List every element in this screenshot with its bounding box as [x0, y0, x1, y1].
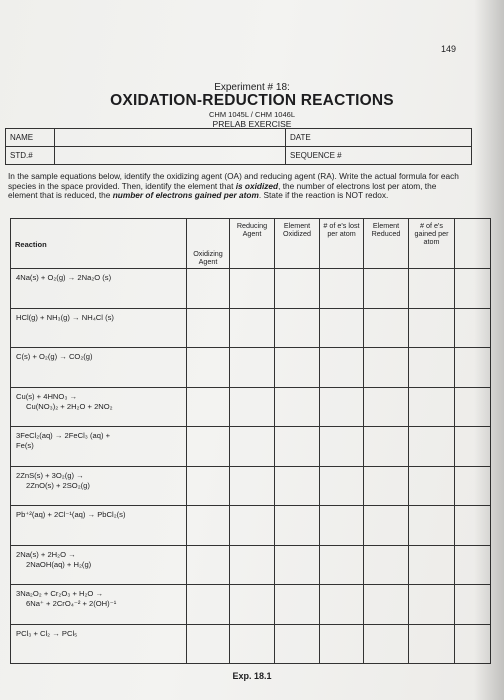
- answer-cell[interactable]: [409, 427, 455, 467]
- answer-cell[interactable]: [409, 545, 455, 585]
- answer-cell[interactable]: [230, 506, 275, 546]
- col-header-electrons-gained: # of e's gained per atom: [409, 219, 455, 269]
- name-field[interactable]: [55, 129, 286, 147]
- instructions: In the sample equations below, identify the oxidizing agent (OA) and reducing agent (RA). Write the actual formula for each species in the space provided. Then, identify the element that is oxidized, the number of electrons lost per atom, the element that is reduced, the number of electrons gained per atom. State if the reaction is NOT redox.: [8, 171, 459, 201]
- reaction-equation: 4Na(s) + O₂(g) → 2Na₂O (s): [11, 269, 187, 309]
- answer-cell[interactable]: [187, 624, 230, 664]
- answer-cell[interactable]: [275, 466, 320, 506]
- col-header-electrons-lost: # of e's lost per atom: [320, 219, 364, 269]
- answer-cell[interactable]: [187, 545, 230, 585]
- answer-cell[interactable]: [320, 387, 364, 427]
- answer-cell[interactable]: [409, 585, 455, 625]
- answer-cell[interactable]: [409, 506, 455, 546]
- answer-cell[interactable]: [187, 269, 230, 309]
- experiment-label: Experiment # 18:: [214, 82, 290, 93]
- answer-cell[interactable]: [364, 624, 409, 664]
- answer-cell[interactable]: [409, 269, 455, 309]
- reaction-table: [10, 218, 491, 664]
- reaction-equation: Cu(s) + 4HNO₃ → Cu(NO₃)₂ + 2H₂O + 2NO₂: [11, 387, 187, 427]
- answer-cell[interactable]: [275, 427, 320, 467]
- table-row: [11, 348, 491, 388]
- answer-cell[interactable]: [320, 585, 364, 625]
- answer-cell[interactable]: [320, 466, 364, 506]
- answer-cell[interactable]: [364, 348, 409, 388]
- student-number-label: STD.#: [6, 147, 55, 165]
- answer-cell[interactable]: [187, 506, 230, 546]
- table-row: [11, 269, 491, 309]
- table-row: [11, 466, 491, 506]
- answer-cell[interactable]: [364, 387, 409, 427]
- answer-cell[interactable]: [275, 624, 320, 664]
- student-number-field[interactable]: [55, 147, 286, 165]
- col-header-oxidizing-agent: Oxidizing Agent: [187, 219, 230, 269]
- table-row: [11, 545, 491, 585]
- page-edge-shadow: [474, 0, 504, 700]
- answer-cell[interactable]: [320, 427, 364, 467]
- answer-cell[interactable]: [230, 387, 275, 427]
- answer-cell[interactable]: [275, 348, 320, 388]
- answer-cell[interactable]: [320, 308, 364, 348]
- answer-cell[interactable]: [230, 545, 275, 585]
- answer-cell[interactable]: [230, 624, 275, 664]
- date-label: DATE: [290, 133, 311, 142]
- reaction-equation: HCl(g) + NH₃(g) → NH₄Cl (s): [11, 308, 187, 348]
- answer-cell[interactable]: [275, 387, 320, 427]
- table-row: [11, 427, 491, 467]
- answer-cell[interactable]: [187, 427, 230, 467]
- answer-cell[interactable]: [187, 308, 230, 348]
- answer-cell[interactable]: [364, 269, 409, 309]
- footer-label: Exp. 18.1: [232, 671, 272, 681]
- answer-cell[interactable]: [320, 348, 364, 388]
- answer-cell[interactable]: [275, 269, 320, 309]
- table-row: [11, 506, 491, 546]
- answer-cell[interactable]: [230, 308, 275, 348]
- answer-cell[interactable]: [230, 348, 275, 388]
- answer-cell[interactable]: [230, 466, 275, 506]
- answer-cell[interactable]: [275, 308, 320, 348]
- answer-cell[interactable]: [320, 624, 364, 664]
- page-number: 149: [440, 44, 456, 54]
- reaction-equation: PCl₃ + Cl₂ → PCl₅: [11, 624, 187, 664]
- col-header-element-oxidized: Element Oxidized: [275, 219, 320, 269]
- student-info-table: [5, 128, 472, 165]
- sequence-label: SEQUENCE #: [290, 151, 342, 160]
- answer-cell[interactable]: [364, 427, 409, 467]
- page-title: OXIDATION-REDUCTION REACTIONS: [110, 92, 394, 109]
- answer-cell[interactable]: [275, 506, 320, 546]
- answer-cell[interactable]: [409, 308, 455, 348]
- answer-cell[interactable]: [230, 269, 275, 309]
- table-row: [11, 624, 491, 664]
- table-row: [11, 308, 491, 348]
- answer-cell[interactable]: [364, 466, 409, 506]
- answer-cell[interactable]: [187, 387, 230, 427]
- answer-cell[interactable]: [187, 585, 230, 625]
- reaction-equation: C(s) + O₂(g) → CO₂(g): [11, 348, 187, 388]
- answer-cell[interactable]: [364, 585, 409, 625]
- answer-cell[interactable]: [187, 348, 230, 388]
- answer-cell[interactable]: [409, 387, 455, 427]
- prelab-label: PRELAB EXERCISE: [212, 119, 292, 129]
- answer-cell[interactable]: [320, 506, 364, 546]
- answer-cell[interactable]: [364, 308, 409, 348]
- answer-cell[interactable]: [409, 466, 455, 506]
- col-header-reducing-agent: Reducing Agent: [230, 219, 275, 269]
- answer-cell[interactable]: [230, 427, 275, 467]
- reaction-equation: Pb⁺²(aq) + 2Cl⁻¹(aq) → PbCl₂(s): [11, 506, 187, 546]
- answer-cell[interactable]: [187, 466, 230, 506]
- sequence-field[interactable]: [286, 147, 472, 165]
- answer-cell[interactable]: [409, 348, 455, 388]
- answer-cell[interactable]: [230, 585, 275, 625]
- reaction-equation: 2ZnS(s) + 3O₂(g) → 2ZnO(s) + 2SO₂(g): [11, 466, 187, 506]
- table-row: [11, 387, 491, 427]
- answer-cell[interactable]: [275, 585, 320, 625]
- reaction-equation: 3Na₂O₂ + Cr₂O₃ + H₂O → 6Na⁺ + 2CrO₄⁻² + 2(OH)⁻¹: [11, 585, 187, 625]
- col-header-element-reduced: Element Reduced: [364, 219, 409, 269]
- answer-cell[interactable]: [364, 545, 409, 585]
- answer-cell[interactable]: [275, 545, 320, 585]
- reaction-equation: 3FeCl₂(aq) → 2FeCl₃ (aq) + Fe(s): [11, 427, 187, 467]
- name-label: NAME: [6, 129, 55, 147]
- answer-cell[interactable]: [320, 545, 364, 585]
- answer-cell[interactable]: [364, 506, 409, 546]
- answer-cell[interactable]: [320, 269, 364, 309]
- course-code: CHM 1045L / CHM 1046L: [208, 110, 295, 119]
- date-field[interactable]: [286, 129, 472, 147]
- reaction-equation: 2Na(s) + 2H₂O → 2NaOH(aq) + H₂(g): [11, 545, 187, 585]
- col-header-reaction: Reaction: [11, 219, 187, 269]
- answer-cell[interactable]: [409, 624, 455, 664]
- table-row: [11, 585, 491, 625]
